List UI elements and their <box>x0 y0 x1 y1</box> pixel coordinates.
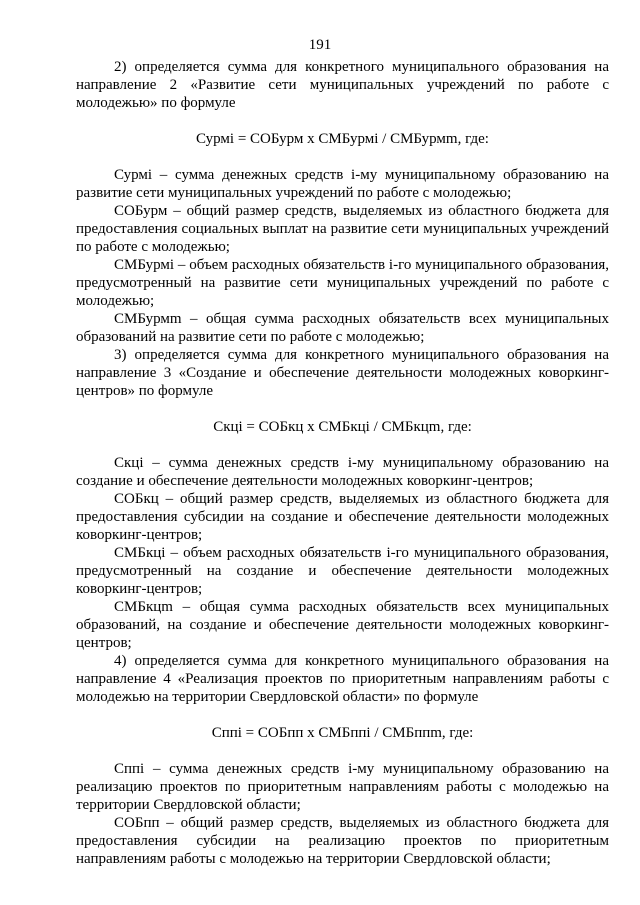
paragraph: 4) определяется сумма для конкретного муниципального образования на направление 4 «Реализация проектов по приоритетным направлениям работы с молодежью на территории Свердловской области» по формуле <box>76 653 609 705</box>
paragraph: СМБкцm – общая сумма расходных обязательств всех муниципальных образований, на создание и обеспечение деятельности молодежных коворкинг-центров; <box>76 599 609 651</box>
paragraph: СМБурмm – общая сумма расходных обязательств всех муниципальных образований на развитие сети по работе с молодежью; <box>76 311 609 345</box>
blank-line <box>76 400 609 418</box>
page-number: 191 <box>308 37 332 53</box>
paragraph: 2) определяется сумма для конкретного муниципального образования на направление 2 «Развитие сети муниципальных учреждений по работе с молодежью» по формуле <box>76 59 609 111</box>
blank-line <box>76 148 609 166</box>
paragraph: Скцi – сумма денежных средств i-му муниципальному образованию на создание и обеспечение деятельности молодежных коворкинг-центров; <box>76 455 609 489</box>
paragraph: СОБпп – общий размер средств, выделяемых из областного бюджета для предоставления субсидии на реализацию проектов по приоритетным направлениям работы с молодежью на территории Свердловской области; <box>76 815 609 867</box>
paragraph: 3) определяется сумма для конкретного муниципального образования на направление 3 «Создание и обеспечение деятельности молодежных коворкинг-центров» по формуле <box>76 347 609 399</box>
paragraph: СМБурмi – объем расходных обязательств i-го муниципального образования, предусмотренный на развитие сети муниципальных учреждений по работе с молодежью; <box>76 257 609 309</box>
formula: Сурмi = СОБурм x СМБурмi / СМБурмm, где: <box>196 131 489 147</box>
paragraph: СОБкц – общий размер средств, выделяемых из областного бюджета для предоставления субсидии на создание и обеспечение деятельности молодежных коворкинг-центров; <box>76 491 609 543</box>
paragraph: Сурмi – сумма денежных средств i-му муниципальному образованию на развитие сети муниципальных учреждений по работе с молодежью; <box>76 167 609 201</box>
document-body <box>76 58 609 868</box>
formula: Сппi = СОБпп x СМБппi / СМБппm, где: <box>211 725 474 741</box>
blank-line <box>76 112 609 130</box>
paragraph: СОБурм – общий размер средств, выделяемых из областного бюджета для предоставления социальных выплат на развитие сети муниципальных учреждений по работе с молодежью; <box>76 203 609 255</box>
formula: Скцi = СОБкц x СМБкцi / СМБкцm, где: <box>213 419 472 435</box>
blank-line <box>76 742 609 760</box>
paragraph: Сппi – сумма денежных средств i-му муниципальному образованию на реализацию проектов по приоритетным направлениям работы с молодежью на территории Свердловской области; <box>76 761 609 813</box>
blank-line <box>76 436 609 454</box>
blank-line <box>76 706 609 724</box>
paragraph: СМБкцi – объем расходных обязательств i-го муниципального образования, предусмотренный на создание и обеспечение деятельности молодежных коворкинг-центров; <box>76 545 609 597</box>
